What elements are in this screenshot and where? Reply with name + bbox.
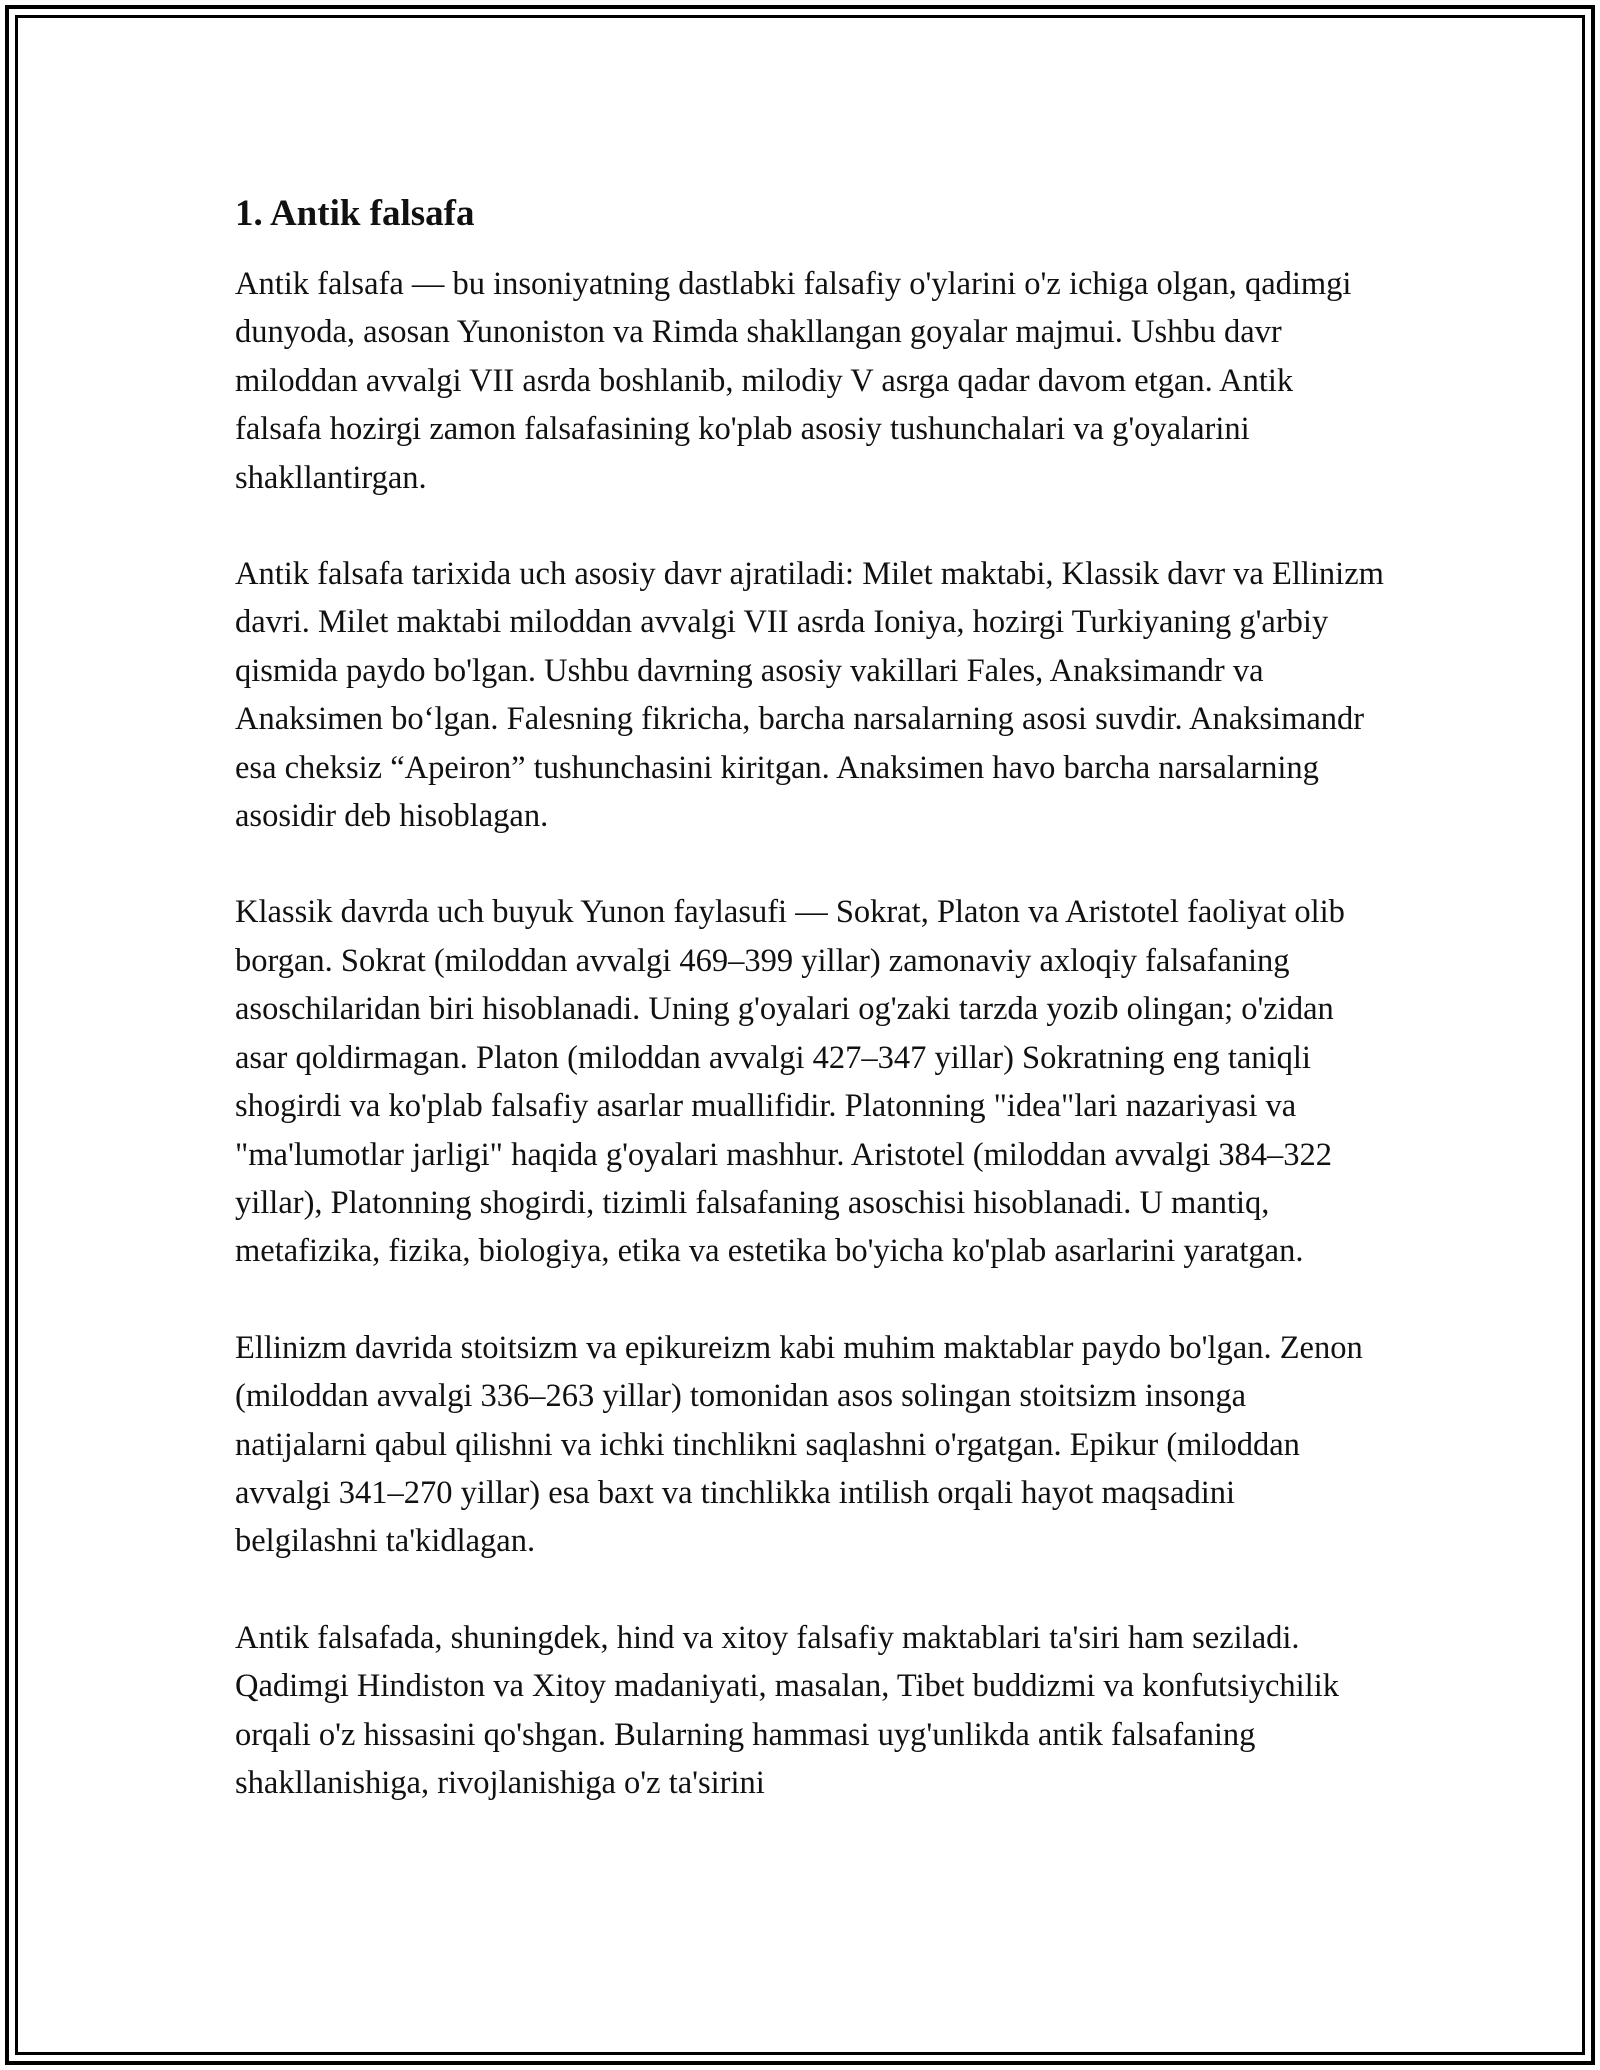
- document-page: [235, 186, 1385, 1855]
- paragraph-eastern: Antik falsafada, shuningdek, hind va xitoy falsafiy maktablari ta'siri ham seziladi. Qadimgi Hindiston va Xitoy madaniyati, masalan, Tibet buddizmi va konfutsiychilik orqali o'z hissasini qo'shgan. Bularning hammasi uyg'unlikda antik falsafaning shakllanishiga, rivojlanishiga o'z ta'sirini: [235, 1619, 1339, 1801]
- paragraph-periods: Antik falsafa tarixida uch asosiy davr ajratiladi: Milet maktabi, Klassik davr va Ellinizm davri. Milet maktabi miloddan avvalgi VII asrda Ioniya, hozirgi Turkiyaning g'arbiy qismida paydo bo'lgan. Ushbu davrning asosiy vakillari Fales, Anaksimandr va Anaksimen bo‘lgan. Falesning fikricha, barcha narsalarning asosi suvdir. Anaksimandr esa cheksiz “Apeiron” tushunchasini kiritgan. Anaksimen havo barcha narsalarning asosidir deb hisoblagan.: [235, 556, 1384, 835]
- paragraph-hellenism: Ellinizm davrida stoitsizm va epikureizm kabi muhim maktablar paydo bo'lgan. Zenon (miloddan avvalgi 336–263 yillar) tomonidan asos solingan stoitsizm insonga natijalarni qabul qilishni va ichki tinchlikni saqlashni o'rgatgan. Epikur (miloddan avvalgi 341–270 yillar) esa baxt va tinchlikka intilish orqali hayot maqsadini belgilashni ta'kidlagan.: [235, 1329, 1363, 1560]
- paragraph-intro: Antik falsafa — bu insoniyatning dastlabki falsafiy o'ylarini o'z ichiga olgan, qadimgi dunyoda, asosan Yunoniston va Rimda shakllangan goyalar majmui. Ushbu davr miloddan avvalgi VII asrda boshlanib, milodiy V asrga qadar davom etgan. Antik falsafa hozirgi zamon falsafasining ko'plab asosiy tushunchalari va g'oyalarini shakllantirgan.: [235, 266, 1352, 496]
- section-heading: 1. Antik falsafa: [235, 193, 475, 234]
- paragraph-classical: Klassik davrda uch buyuk Yunon faylasufi — Sokrat, Platon va Aristotel faoliyat olib borgan. Sokrat (miloddan avvalgi 469–399 yillar) zamonaviy axloqiy falsafaning asoschilaridan biri hisoblanadi. Uning g'oyalari og'zaki tarzda yozib olingan; o'zidan asar qoldirmagan. Platon (miloddan avvalgi 427–347 yillar) Sokratning eng taniqli shogirdi va ko'plab falsafiy asarlar muallifidir. Platonning "idea"lari nazariyasi va "ma'lumotlar jarligi" haqida g'oyalari mashhur. Aristotel (miloddan avvalgi 384–322 yillar), Platonning shogirdi, tizimli falsafaning asoschisi hisoblanadi. U mantiq, metafizika, fizika, biologiya, etika va estetika bo'yicha ko'plab asarlarini yaratgan.: [235, 894, 1345, 1270]
